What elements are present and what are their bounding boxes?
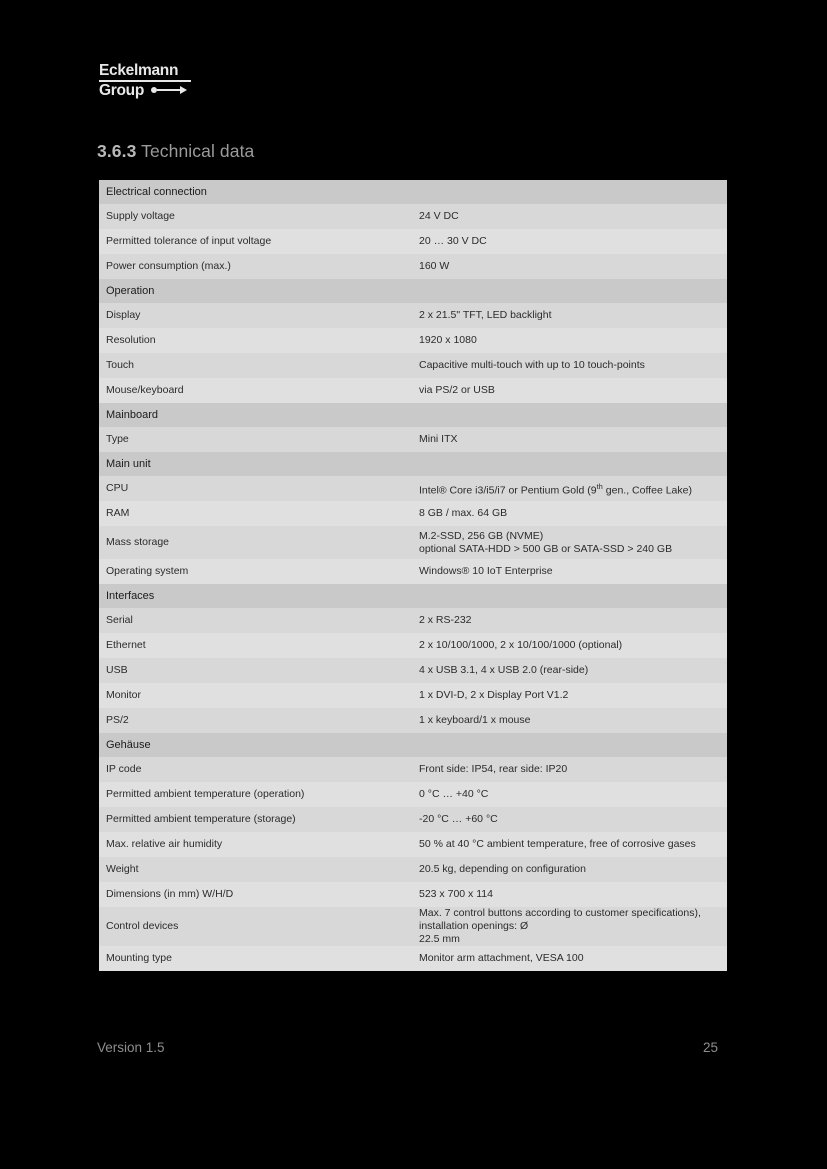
table-cell-value: Mini ITX	[413, 427, 727, 452]
table-cell-label: Max. relative air humidity	[99, 832, 413, 857]
table-row	[99, 782, 727, 807]
table-row	[99, 303, 727, 328]
table-cell-value: 2 x RS-232	[413, 608, 727, 633]
table-cell-value: Max. 7 control buttons according to customer specifications), installation openings: Ø 22.5 mm	[413, 907, 727, 946]
table-cell-label: Dimensions (in mm) W/H/D	[99, 882, 413, 907]
table-section-title: Gehäuse	[99, 733, 727, 757]
table-cell-value: 4 x USB 3.1, 4 x USB 2.0 (rear-side)	[413, 658, 727, 683]
table-cell-label: Serial	[99, 608, 413, 633]
table-cell-value: 8 GB / max. 64 GB	[413, 501, 727, 526]
table-cell-label: CPU	[99, 476, 413, 501]
table-cell-label: Permitted ambient temperature (operation)	[99, 782, 413, 807]
arrow-icon	[151, 86, 187, 94]
table-cell-value: 0 °C … +40 °C	[413, 782, 727, 807]
table-row	[99, 857, 727, 882]
table-section-header	[99, 584, 727, 608]
eckelmann-group-logo	[99, 62, 191, 99]
table-cell-label: USB	[99, 658, 413, 683]
table-cell-value: 2 x 21.5" TFT, LED backlight	[413, 303, 727, 328]
table-cell-value: 523 x 700 x 114	[413, 882, 727, 907]
table-row	[99, 683, 727, 708]
table-cell-label: Mass storage	[99, 526, 413, 559]
table-cell-label: Ethernet	[99, 633, 413, 658]
table-cell-value: Windows® 10 IoT Enterprise	[413, 559, 727, 584]
table-cell-value: 50 % at 40 °C ambient temperature, free of corrosive gases	[413, 832, 727, 857]
table-row	[99, 526, 727, 559]
table-row	[99, 757, 727, 782]
footer-page-number: 25	[703, 1040, 719, 1055]
footer-version: Version 1.5	[97, 1040, 165, 1055]
table-cell-label: Type	[99, 427, 413, 452]
table-cell-value: -20 °C … +60 °C	[413, 807, 727, 832]
table-cell-label: RAM	[99, 501, 413, 526]
table-row	[99, 832, 727, 857]
table-row	[99, 608, 727, 633]
table-section-header	[99, 279, 727, 303]
arrow-head	[180, 86, 187, 94]
table-section-title: Main unit	[99, 452, 727, 476]
section-title: Technical data	[141, 141, 255, 161]
table-cell-label: Control devices	[99, 907, 413, 946]
page-title	[97, 141, 254, 162]
table-row	[99, 882, 727, 907]
table-cell-value: 160 W	[413, 254, 727, 279]
table-row	[99, 229, 727, 254]
table-cell-label: PS/2	[99, 708, 413, 733]
table-cell-value: 2 x 10/100/1000, 2 x 10/100/1000 (optional)	[413, 633, 727, 658]
table-cell-label: Mounting type	[99, 946, 413, 971]
table-cell-value: 1 x DVI-D, 2 x Display Port V1.2	[413, 683, 727, 708]
table-row	[99, 633, 727, 658]
table-cell-value: 1920 x 1080	[413, 328, 727, 353]
table-cell-value: M.2-SSD, 256 GB (NVME) optional SATA-HDD > 500 GB or SATA-SSD > 240 GB	[413, 526, 727, 559]
table-cell-label: Permitted ambient temperature (storage)	[99, 807, 413, 832]
table-row	[99, 807, 727, 832]
table-row	[99, 708, 727, 733]
table-cell-label: Mouse/keyboard	[99, 378, 413, 403]
logo-row-2	[99, 82, 191, 99]
table-section-header	[99, 403, 727, 427]
table-cell-value: Capacitive multi-touch with up to 10 touch-points	[413, 353, 727, 378]
table-section-header	[99, 452, 727, 476]
table-row	[99, 328, 727, 353]
table-row	[99, 476, 727, 501]
table-section-title: Mainboard	[99, 403, 727, 427]
table-row	[99, 946, 727, 971]
table-cell-label: Touch	[99, 353, 413, 378]
table-section-title: Interfaces	[99, 584, 727, 608]
table-cell-value: 20 … 30 V DC	[413, 229, 727, 254]
table-row	[99, 907, 727, 946]
table-cell-value: via PS/2 or USB	[413, 378, 727, 403]
table-cell-label: Monitor	[99, 683, 413, 708]
table-row	[99, 427, 727, 452]
table-row	[99, 378, 727, 403]
logo-text-line1: Eckelmann	[99, 62, 179, 79]
table-cell-value: 24 V DC	[413, 204, 727, 229]
logo-text-line2: Group	[99, 82, 144, 99]
table-cell-value: Front side: IP54, rear side: IP20	[413, 757, 727, 782]
table-row	[99, 501, 727, 526]
table-cell-value: 1 x keyboard/1 x mouse	[413, 708, 727, 733]
table-section-title: Operation	[99, 279, 727, 303]
table-cell-label: Display	[99, 303, 413, 328]
table-cell-value: Intel® Core i3/i5/i7 or Pentium Gold (9th gen., Coffee Lake)	[413, 476, 727, 501]
superscript-text: th	[596, 481, 603, 491]
table-row	[99, 353, 727, 378]
table-cell-label: Operating system	[99, 559, 413, 584]
table-cell-label: Weight	[99, 857, 413, 882]
table-row	[99, 204, 727, 229]
table-cell-label: IP code	[99, 757, 413, 782]
table-row	[99, 559, 727, 584]
section-number: 3.6.3	[97, 141, 137, 161]
arrow-shaft	[157, 89, 180, 91]
table-row	[99, 658, 727, 683]
table-cell-label: Power consumption (max.)	[99, 254, 413, 279]
table-section-title: Electrical connection	[99, 180, 727, 204]
table-cell-label: Resolution	[99, 328, 413, 353]
table-section-header	[99, 180, 727, 204]
table-cell-value: Monitor arm attachment, VESA 100	[413, 946, 727, 971]
table-cell-label: Permitted tolerance of input voltage	[99, 229, 413, 254]
table-cell-label: Supply voltage	[99, 204, 413, 229]
technical-data-table	[99, 180, 727, 971]
table-cell-value: 20.5 kg, depending on configuration	[413, 857, 727, 882]
table-row	[99, 254, 727, 279]
table-section-header	[99, 733, 727, 757]
